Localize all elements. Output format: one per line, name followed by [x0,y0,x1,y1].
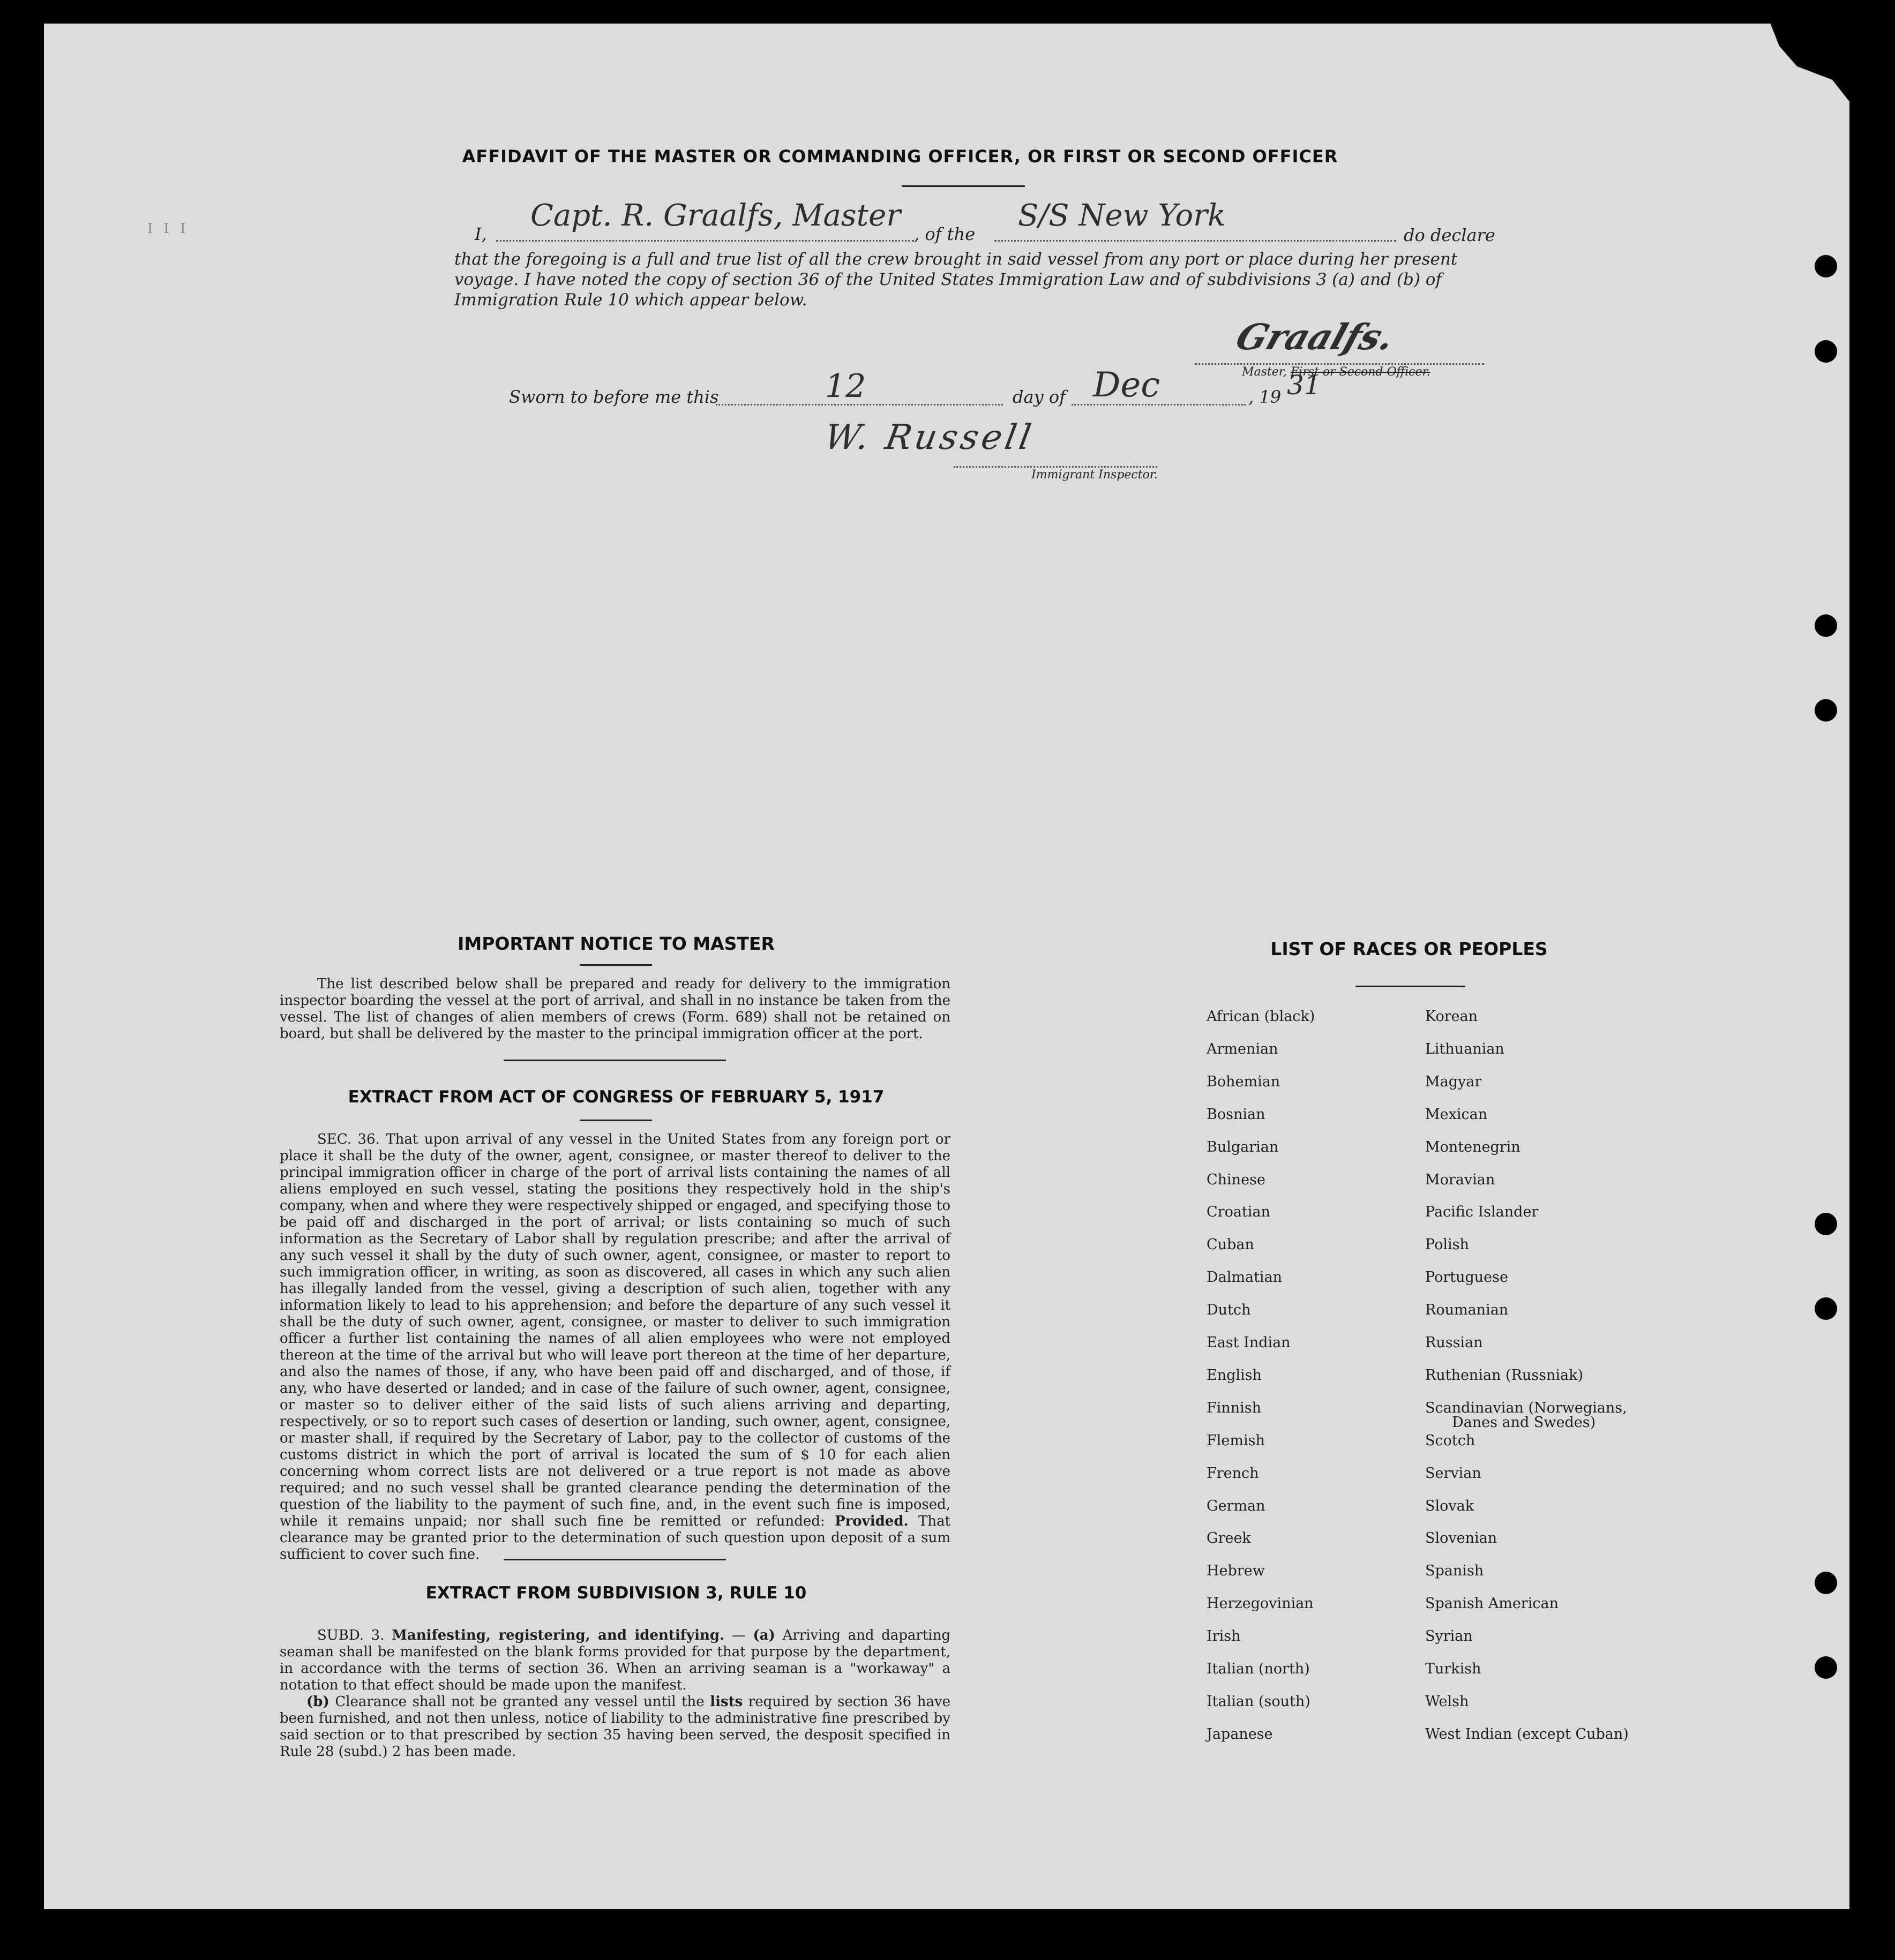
act-title-rule [580,1120,652,1121]
rule10-paragraph-b [280,1694,950,1760]
race-item: Polish [1425,1236,1469,1253]
race-item: Turkish [1425,1661,1481,1677]
race-item: Italian (south) [1207,1693,1310,1710]
master-name-handwritten: Capt. R. Graalfs, Master [530,198,901,233]
race-item: Cuban [1207,1236,1254,1253]
act-text-after: That clearance may be granted prior to the determination of such question upon deposit of a sum sufficient to cover such fine. [280,1513,950,1563]
race-item: Scandinavian (Norwegians, [1425,1399,1627,1416]
race-item: West Indian (except Cuban) [1425,1725,1629,1743]
master-caption-struck: First or Second Officer. [1290,365,1430,379]
race-item: Chinese [1207,1171,1265,1188]
year-handwritten: 31 [1287,370,1321,401]
race-item: Japanese [1207,1725,1273,1743]
act-text-main: SEC. 36. That upon arrival of any vessel in the United States from any foreign port or place it shall be the duty of the owner, agent, consignee, or master thereof to deliver to the principal immigration officer in charge of the port of arrival lists containing the names of all aliens employed en such vessel, stating the positions they respectively hold in the ship's company, when and where they were respectively shipped or engaged, and specifying those to be paid off and discharged in the port of arrival; or lists containing so much of such information as the Secretary of Labor shall by regulation prescribe; and after the arrival of any such vessel it shall by the duty of such owner, agent, consignee, or master to report to such immigration officer, in writing, as soon as discovered, all cases in which any such alien has illegally landed from the vessel, giving a description of such alien, together with any information likely to lead to his apprehension; and before the departure of any such vessel it shall be the duty of such owner, agent, consignee, or master to deliver to such immigration officer a further list containing the names of all alien employees who were not employed thereon at the time of the arrival but who will leave port thereon at the time of her departure, and also the names of those, if any, who have been paid off and discharged, and of those, if any, who have deserted or landed; and in case of the failure of such owner, agent, consignee, or master so to deliver either of the said lists of such aliens arriving and departing, respectively, or so to report such cases of desertion or landing, such owner, agent, consignee, or master shall, if required by the Secretary of Labor, pay to the collector of customs of the customs district in which the port of arrival is located the sum of $ 10 for each alien concerning whom correct lists are not delivered or a true report is not made as above required; and no such vessel shall be granted clearance pending the determination of the question of the liability to the payment of such fine, and, in the event such fine is imposed, while it remains unpaid; nor shall such fine be remitted or refunded: [280,1131,950,1529]
race-item: Greek [1207,1530,1251,1547]
race-item: Magyar [1425,1073,1482,1090]
day-of-text: day of [1013,387,1066,407]
master-caption [1242,365,1430,379]
race-item: Bohemian [1207,1073,1280,1090]
race-item: Dutch [1207,1302,1251,1319]
notice-title-rule [580,964,652,966]
notice-text [280,976,950,1042]
sworn-text: Sworn to before me this [509,387,719,407]
master-signature-line [1195,363,1484,365]
race-item-extra: Danes and Swedes) [1452,1414,1596,1431]
race-item: Syrian [1425,1628,1473,1645]
affidavit-line-3: voyage. I have noted the copy of section 36 of the United States Immigration Law and of subdivisions 3 (a) and (b) of [454,270,1442,289]
race-item: Armenian [1207,1040,1278,1057]
race-item: Spanish [1425,1563,1484,1580]
inspector-signature-line [954,466,1157,468]
race-item: East Indian [1207,1334,1291,1351]
rule10-b-bold: lists [710,1694,743,1710]
race-item: Slovak [1425,1497,1474,1514]
race-item: Hebrew [1207,1563,1265,1580]
race-item: Mexican [1425,1106,1488,1123]
punch-hole [1815,1572,1837,1594]
race-item: Korean [1425,1008,1478,1025]
act-paragraph [280,1131,950,1563]
notice-separator [504,1060,726,1061]
rule10-b-label: (b) [306,1694,329,1710]
margin-marks: I I I [147,221,189,237]
affidavit-do-declare: do declare [1404,225,1495,245]
punch-hole [1815,1656,1837,1679]
race-item: Roumanian [1425,1302,1509,1319]
vessel-handwritten: S/S New York [1018,198,1226,233]
master-signature: Graalfs. [1231,316,1400,358]
act-separator [504,1559,726,1560]
rule10-text [280,1627,950,1760]
race-item: Servian [1425,1465,1481,1482]
race-item: Welsh [1425,1693,1469,1710]
race-item: African (black) [1207,1008,1315,1025]
day-handwritten: 12 [825,367,866,405]
race-item: Bosnian [1207,1106,1265,1123]
inspector-caption: Immigrant Inspector. [1031,468,1158,482]
race-item: Slovenian [1425,1530,1497,1547]
name-line [496,240,914,242]
affidavit-i: I, [475,224,487,244]
punch-hole [1815,255,1837,277]
race-item: French [1207,1465,1259,1482]
race-item: Montenegrin [1425,1138,1521,1155]
race-item: Scotch [1425,1432,1475,1449]
affidavit-title-rule [902,185,1025,187]
race-item: Flemish [1207,1432,1265,1449]
affidavit-title: AFFIDAVIT OF THE MASTER OR COMMANDING OFFICER, OR FIRST OR SECOND OFFICER [462,146,1338,167]
rule10-b-text-1: Clearance shall not be granted any vessel until the [335,1694,705,1710]
race-item: Dalmatian [1207,1269,1283,1286]
notice-title: IMPORTANT NOTICE TO MASTER [458,933,775,954]
race-item: German [1207,1497,1265,1514]
race-item: Finnish [1207,1399,1262,1416]
master-caption-text: Master, [1242,365,1287,379]
race-item: Italian (north) [1207,1661,1310,1677]
race-item: Lithuanian [1425,1040,1504,1057]
race-item: Russian [1425,1334,1483,1351]
races-title: LIST OF RACES OR PEOPLES [1270,938,1548,959]
races-title-rule [1355,986,1465,987]
race-item: Portuguese [1425,1269,1508,1286]
race-item: Spanish American [1425,1595,1559,1612]
punch-hole [1815,614,1837,637]
punch-hole [1815,1213,1837,1235]
notice-paragraph: The list described below shall be prepared and ready for delivery to the immigration inspector boarding the vessel at the port of arrival, and shall in no instance be taken from the vessel. The list of changes of alien members of crews (Form. 689) shall not be retained on board, but shall be delivered by the master to the principal immigration officer at the port. [280,976,950,1042]
punch-hole [1815,699,1837,722]
torn-corner [1726,24,1895,136]
affidavit-of-the: , of the [914,224,976,244]
rule10-paragraph-a [280,1627,950,1694]
race-item: Irish [1207,1628,1241,1645]
race-item: Pacific Islander [1425,1204,1539,1221]
vessel-line [994,240,1396,242]
race-item: English [1207,1366,1262,1384]
rule10-b-text-2: required by section 36 have been furnished, and not then unless, notice of liability to the administrative fine prescribed by said section or to that prescribed by section 35 having been served, the desposit specified in Rule 28 (subd.) 2 has been made. [280,1694,951,1760]
year-prefix: , 19 [1248,387,1282,407]
act-title: EXTRACT FROM ACT OF CONGRESS OF FEBRUARY 5, 1917 [348,1087,885,1107]
inspector-signature: W. Russell [821,418,1037,457]
affidavit-line-4: Immigration Rule 10 which appear below. [454,290,807,310]
punch-hole [1815,1297,1837,1320]
act-provided: Provided. [835,1513,909,1529]
rule10-subd-bold: Manifesting, registering, and identifying. [392,1627,725,1643]
act-text [280,1131,950,1563]
race-item: Ruthenian (Russniak) [1425,1366,1584,1384]
rule10-a-label: (a) [753,1627,775,1643]
rule10-subd: SUBD. 3. [317,1627,385,1643]
race-item: Moravian [1425,1171,1495,1188]
affidavit-line-2: that the foregoing is a full and true list of all the crew brought in said vessel from any port or place during her present [454,250,1458,269]
rule10-a-text: Arriving and daparting seaman shall be manifested on the blank forms provided for that purpose by the department, in accordance with the terms of section 36. When an arriving seaman is a "workaway" a notation to that effect should be made upon the manifest. [280,1627,951,1693]
punch-hole [1815,340,1837,363]
rule10-title: EXTRACT FROM SUBDIVISION 3, RULE 10 [425,1583,807,1603]
race-item: Herzegovinian [1207,1595,1314,1612]
document-page [44,24,1849,1909]
race-item: Croatian [1207,1204,1270,1221]
rule10-dash: — [724,1627,753,1643]
race-item: Bulgarian [1207,1138,1279,1155]
month-handwritten: Dec [1093,365,1160,405]
